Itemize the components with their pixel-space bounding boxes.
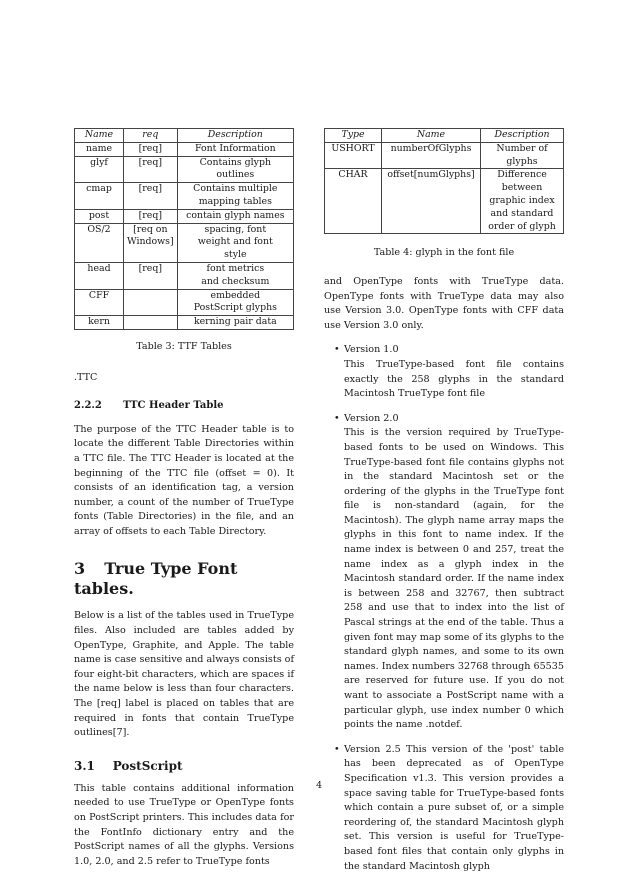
section-title: TTC Header Table <box>123 400 224 412</box>
postscript-paragraph: This table contains additional information needed to use TrueType or OpenType fonts on PostScript printers. This includes data for the FontInfo dictionary entry and the PostScript names of all the glyphs. Versions 1.0, 2.0, and 2.5 refer to TrueType fonts <box>74 782 294 867</box>
table-cell: Font Information <box>177 142 293 156</box>
table-4-caption: Table 4: glyph in the font file <box>373 247 515 259</box>
tables-intro-paragraph: Below is a list of the tables used in TrueType files. Also included are tables added by OpenType, Graphite, and Apple. The table name is case sensitive and always consists of four eight-bit characters, which are spaces if the name below is less than four characters. The [req] label is placed on tables that are required in fonts that contain TrueType outlines[7]. <box>74 610 294 739</box>
table-cell: Number of glyphs <box>481 142 564 169</box>
table-cell <box>124 289 178 316</box>
table-row <box>75 289 294 316</box>
table-row <box>75 142 294 156</box>
bullet-dot-icon: • <box>334 412 340 424</box>
column-header: Description <box>481 129 564 143</box>
table-header-row <box>75 129 294 143</box>
section-number: 2.2.2 <box>74 400 102 412</box>
bullet-body <box>344 743 564 874</box>
table-header-row <box>325 129 564 143</box>
section-2-2-2-heading <box>74 399 294 414</box>
bullet-head: Version 2.0 <box>344 412 399 424</box>
table-row <box>75 262 294 289</box>
table-cell: name <box>75 142 124 156</box>
section-3-1-heading <box>74 758 294 774</box>
table-cell: [req on Windows] <box>124 223 178 262</box>
table-cell: [req] <box>124 156 178 183</box>
table-cell: kerning pair data <box>177 316 293 330</box>
table-cell: post <box>75 209 124 223</box>
table-cell: Contains multiple mapping tables <box>177 183 293 210</box>
table-row <box>325 169 564 234</box>
table-row <box>75 183 294 210</box>
column-header: Description <box>177 129 293 143</box>
bullet-version-2-0 <box>324 412 564 733</box>
bullet-head: Version 1.0 <box>344 344 399 356</box>
column-header: Type <box>325 129 382 143</box>
table-cell: kern <box>75 316 124 330</box>
table-row <box>75 156 294 183</box>
table-row <box>325 142 564 169</box>
table-row <box>75 316 294 330</box>
glyph-table-body <box>325 142 564 234</box>
table-cell: offset[numGlyphs] <box>382 169 481 234</box>
ttc-header-paragraph: The purpose of the TTC Header table is to locate the different Table Directories within a TTC file. The TTC Header is located at the beginning of the TTC file (offset = 0). It consists of an identification tag, a version number, a count of the number of TrueType fonts (Table Directories) in the file, and an array of offsets to each Table Directory. <box>74 423 294 537</box>
left-column <box>74 128 294 869</box>
table-cell: font metrics and checksum <box>177 262 293 289</box>
table-cell: spacing, font weight and font style <box>177 223 293 262</box>
section-3-heading <box>74 559 294 599</box>
column-header: Name <box>382 129 481 143</box>
table-cell: [req] <box>124 209 178 223</box>
table-cell: cmap <box>75 183 124 210</box>
column-header: Name <box>75 129 124 143</box>
table-cell: CHAR <box>325 169 382 234</box>
table-cell: CFF <box>75 289 124 316</box>
table-cell <box>124 316 178 330</box>
glyph-table <box>324 128 564 234</box>
section-title: PostScript <box>112 758 183 773</box>
bullet-dot-icon: • <box>334 743 340 755</box>
section-number: 3 <box>74 559 86 579</box>
version-intro-paragraph: and OpenType fonts with TrueType data. OpenType fonts with TrueType data may also use Version 3.0. OpenType fonts with CFF data use Version 3.0 only. <box>324 275 564 331</box>
table-cell: Difference between graphic index and standard order of glyph <box>481 169 564 234</box>
page-number: 4 <box>315 780 323 791</box>
table-cell: glyf <box>75 156 124 183</box>
table-3-caption: Table 3: TTF Tables <box>136 340 232 352</box>
bullet-body: This is the version required by TrueType-based fonts to be used on Windows. This TrueType-based font file contains glyphs not in the standard Macintosh set or the ordering of the glyphs in the TrueType font file is non-standard (again, for the Macintosh). The glyph name array maps the glyphs in this font to name index. If the name index is between 0 and 257, treat the name index as a glyph index in the Macintosh standard order. If the name index is between 258 and 32767, then subtract 258 and use that to index into the list of Pascal strings at the end of the table. Thus a given font may map some of its glyphs to the standard glyph names, and some to its own names. Index numbers 32768 through 65535 are reserved for future use. If you do not want to associate a PostScript name with a particular glyph, use index number 0 which points the name .notdef. <box>344 427 564 731</box>
ttf-table-body <box>75 142 294 329</box>
ttf-tables-table <box>74 128 294 330</box>
table-cell: contain glyph names <box>177 209 293 223</box>
table-cell: OS/2 <box>75 223 124 262</box>
bullet-head: Version 2.5 <box>344 743 401 755</box>
bullet-version-1-0 <box>324 343 564 401</box>
column-header: req <box>124 129 178 143</box>
bullet-dot-icon: • <box>334 344 340 356</box>
section-number: 3.1 <box>74 758 95 773</box>
bullet-body-text: This version of the 'post' table has been deprecated as of OpenType Specification v1.3. This version provides a space saving table for TrueType-based fonts which contain a pure subset of, or a simple reordering of, the standard Macintosh glyph set. This version is useful for TrueType-based font files that contain only glyphs in the standard Macintosh glyph <box>344 743 564 872</box>
table-row <box>75 223 294 262</box>
table-cell: [req] <box>124 183 178 210</box>
table-cell: embedded PostScript glyphs <box>177 289 293 316</box>
section-title: True Type Font tables. <box>74 559 238 599</box>
table-cell: [req] <box>124 142 178 156</box>
ttc-label: .TTC <box>74 371 98 383</box>
table-row <box>75 209 294 223</box>
bullet-version-2-5 <box>324 743 564 874</box>
table-cell: USHORT <box>325 142 382 169</box>
bullet-body: This TrueType-based font file contains exactly the 258 glyphs in the standard Macintosh TrueType font file <box>344 358 564 400</box>
table-cell: head <box>75 262 124 289</box>
table-cell: numberOfGlyphs <box>382 142 481 169</box>
right-column <box>324 128 564 874</box>
table-cell: Contains glyph outlines <box>177 156 293 183</box>
table-cell: [req] <box>124 262 178 289</box>
